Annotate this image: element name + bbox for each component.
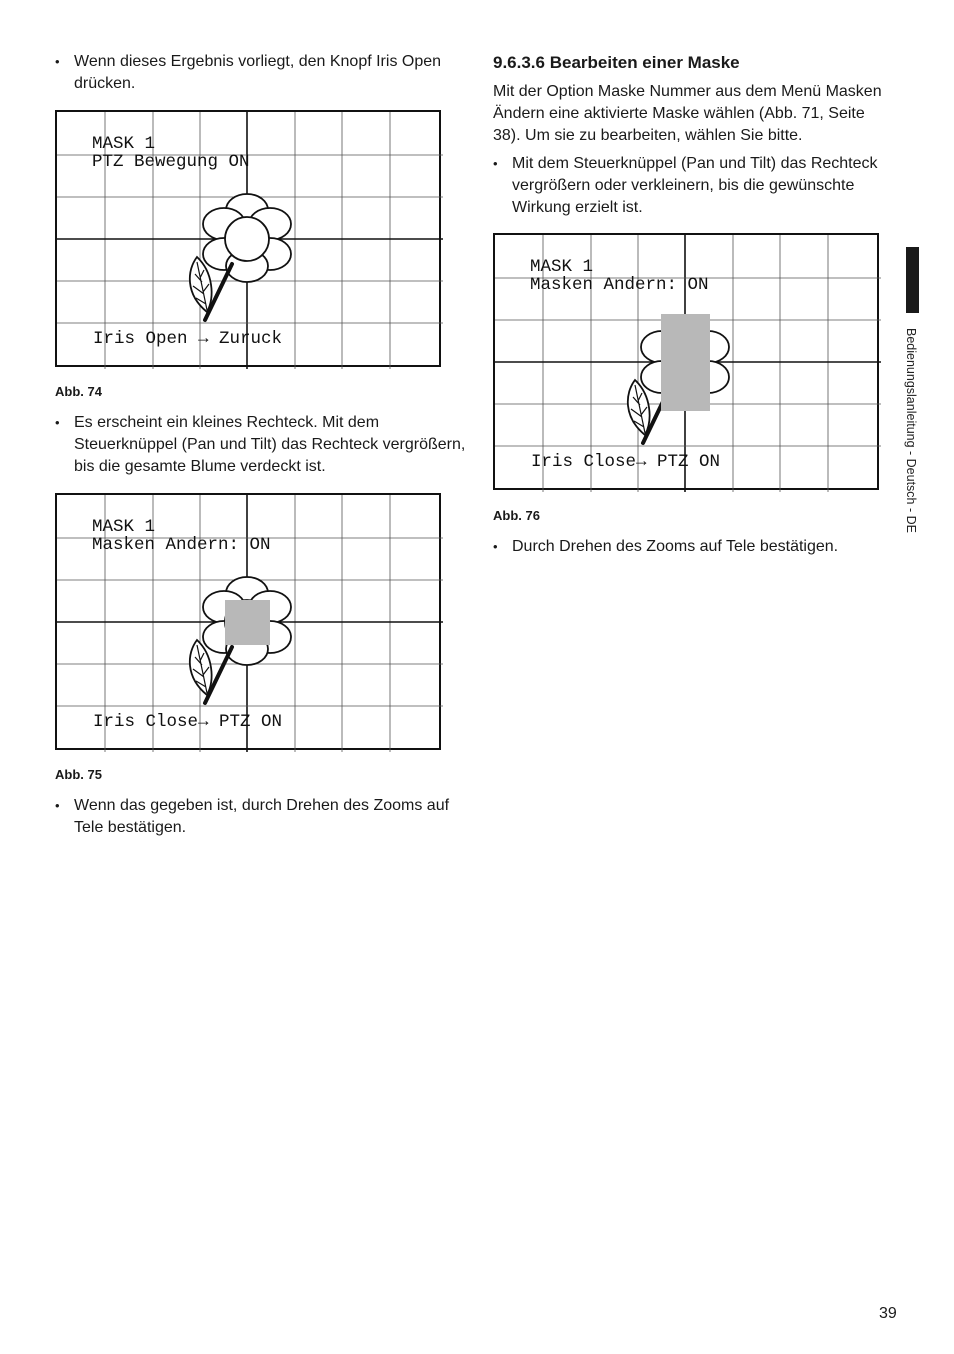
figure-caption: Abb. 75 — [55, 767, 102, 782]
chapter-tab-marker — [906, 247, 919, 313]
bullet-dot: • — [493, 539, 498, 554]
bullet-text: Mit dem Steuerknüppel (Pan und Tilt) das Rechteck vergrößern oder verkleinern, bis die gewünschte Wirkung erzielt ist. — [512, 155, 878, 216]
osd-line-2: Masken Andern: ON — [530, 275, 709, 295]
mask-rectangle — [661, 314, 710, 411]
osd-line-2: PTZ Bewegung ON — [92, 152, 250, 172]
bullet-text: Es erscheint ein kleines Rechteck. Mit dem Steuerknüppel (Pan und Tilt) das Rechteck vergrößern, bis die gesamte Blume verdeckt ist. — [74, 414, 466, 475]
mask-rectangle — [225, 600, 270, 645]
osd-line-1: MASK 1 — [530, 257, 594, 277]
osd-bottom-line: Iris Open → Zuruck — [93, 329, 283, 349]
figure-76 — [493, 233, 879, 490]
figure-caption: Abb. 76 — [493, 508, 540, 523]
intro-paragraph: Mit der Option Maske Nummer aus dem Menü Masken Ändern eine aktivierte Maske wählen (Abb. 71, Seite 38). Um sie zu bearbeiten, wählen Sie bitte. — [493, 83, 882, 144]
bullet-text: Durch Drehen des Zooms auf Tele bestätigen. — [512, 538, 839, 555]
figure-74 — [55, 110, 441, 367]
bullet-dot: • — [55, 798, 60, 813]
osd-bottom-line: Iris Close→ PTZ ON — [531, 452, 721, 472]
osd-line-2: Masken Andern: ON — [92, 535, 271, 555]
osd-bottom-line: Iris Close→ PTZ ON — [93, 712, 283, 732]
osd-line-1: MASK 1 — [92, 517, 156, 537]
flower-center — [225, 217, 269, 261]
bullet-dot: • — [55, 415, 60, 430]
bullet-text: Wenn dieses Ergebnis vorliegt, den Knopf Iris Open drücken. — [74, 53, 442, 92]
figure-75 — [55, 493, 441, 750]
section-heading: 9.6.3.6 Bearbeiten einer Maske — [493, 53, 740, 72]
bullet-dot: • — [493, 156, 498, 171]
sidebar-language-label: Bedienungslanleitung - Deutsch - DE — [904, 328, 918, 533]
osd-line-1: MASK 1 — [92, 134, 156, 154]
page-number: 39 — [879, 1305, 897, 1322]
figure-caption: Abb. 74 — [55, 384, 102, 399]
bullet-dot: • — [55, 54, 60, 69]
bullet-text: Wenn das gegeben ist, durch Drehen des Zooms auf Tele bestätigen. — [74, 797, 450, 836]
